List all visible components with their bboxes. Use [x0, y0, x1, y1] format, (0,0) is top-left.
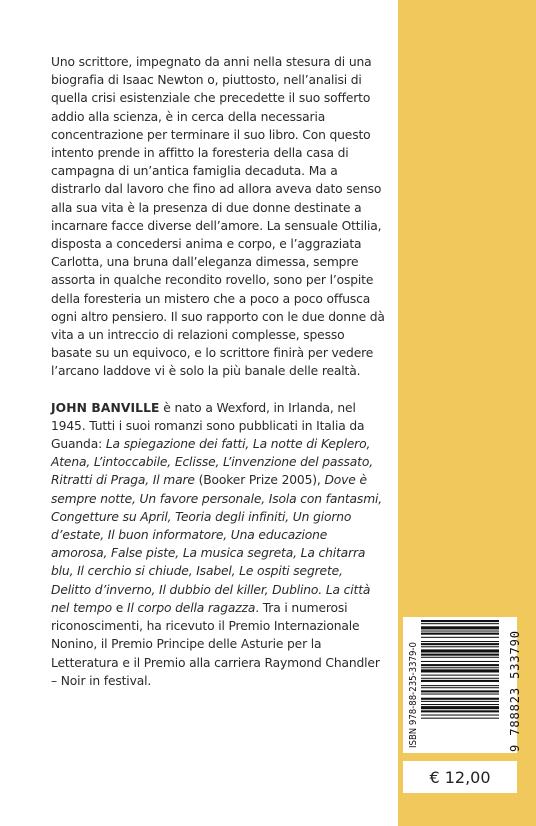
barcode-bar — [421, 661, 499, 662]
barcode-bar — [421, 646, 499, 647]
barcode-bar — [421, 687, 499, 688]
barcode-bar — [421, 706, 499, 709]
bio-titles-2: Dove è sempre notte, Un favore personale, Isola con fantasmi, Congetture su April, Teoria degli infiniti, Un giorno d’estate, Il buon informatore, Una educazione amorosa, False piste, La musica segreta, La chitarra blu, Il cerchio si chiude, Isabel, Le ospiti segrete, Delitto d’inverno, Il dubbio del killer, Dublino. La città nel tempo — [51, 473, 383, 615]
bio-conj: e — [112, 600, 127, 615]
barcode-bar — [421, 641, 499, 642]
barcode-bar — [421, 690, 499, 692]
isbn-label: ISBN 978-88-235-3379-0 — [408, 642, 419, 748]
synopsis-paragraph: Uno scrittore, impegnato da anni nella stesura di una biografia di Isaac Newton o, piuttosto, nell’analisi di quella crisi esistenziale che precedette il suo sofferto addio alla scienza, è in cerca della necessaria concentrazione per terminare il suo libro. Con questo intento prende in affitto la foresteria della casa di campagna di un’antica famiglia decaduta. Ma a distrarlo dal lavoro che fino ad allora aveva dato senso alla sua vita è la presenza di due donne destinate a incarnare facce diverse dell’amore. La sensuale Ottilia, disposta a concedersi anima e corpo, e l’aggraziata Carlotta, una bruna dall’eleganza dimessa, sempre assorta in qualche recondito rovello, sono per l’ospite della foresteria un mistero che a poco a poco offusca ogni altro pensiero. Il suo rapporto con le due donne dà vita a un intreccio di relazioni complesse, spesso basate su un equivoco, e lo scrittore finirà per vedere l’arcano laddove vi è solo la più banale delle realtà. — [51, 55, 385, 379]
barcode-number: 9 788823 533790 — [508, 630, 522, 752]
barcode-bar — [421, 704, 499, 705]
barcode-bar — [421, 680, 499, 682]
author-name: JOHN BANVILLE — [51, 400, 160, 415]
barcode-bar — [421, 669, 499, 672]
barcode-bar — [421, 654, 499, 656]
price-tag: € 12,00 — [403, 761, 517, 793]
author-bio-paragraph — [51, 399, 386, 690]
barcode-bar — [421, 633, 499, 635]
barcode-bar — [421, 626, 499, 629]
barcode-bar — [421, 649, 499, 652]
barcode-bar — [421, 701, 499, 702]
barcode-bar — [421, 710, 499, 712]
bio-awards: . Tra i numerosi riconoscimenti, ha ricevuto il Premio Internazionale Nonino, il Premio Principe delle Asturie per la Letteratura e il Premio alla carriera Raymond Chandler – Noir in festival. — [51, 600, 380, 688]
barcode-bar — [421, 664, 499, 666]
barcode-bar — [421, 657, 499, 658]
barcode-bar — [421, 678, 499, 679]
barcode-bar — [421, 718, 499, 719]
barcode-bar — [421, 698, 499, 700]
barcode-bar — [421, 620, 499, 622]
bio-booker: (Booker Prize 2005), — [194, 473, 325, 488]
barcode-bar — [421, 715, 499, 716]
barcode-bar — [421, 685, 499, 686]
bio-titles-1: La spiegazione dei fatti, La notte di Keplero, Atena, L’intoccabile, Eclisse, L’invenzione del passato, Ritratti di Praga, Il mare — [51, 437, 373, 488]
barcode-bar — [421, 675, 499, 676]
barcode-bar — [421, 643, 499, 645]
back-cover-text — [51, 53, 386, 690]
bio-titles-3: Il corpo della ragazza — [126, 600, 256, 615]
barcode-bar — [421, 623, 499, 624]
barcode-bar — [421, 637, 499, 638]
barcode-bar — [421, 667, 499, 668]
barcode-bar — [421, 631, 499, 632]
bio-intro: è nato a Wexford, in Irlanda, nel 1945. Tutti i suoi romanzi sono pubblicati in Italia da Guanda: — [51, 400, 365, 452]
barcode-image — [421, 620, 499, 748]
barcode-bar — [421, 694, 499, 695]
